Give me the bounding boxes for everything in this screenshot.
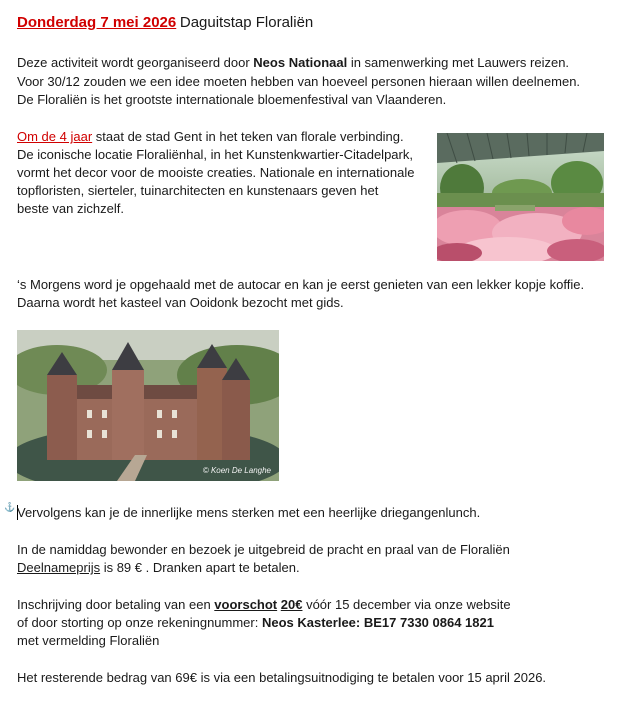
title-date: Donderdag 7 mei 2026 bbox=[17, 14, 177, 31]
afternoon-line-1: In de namiddag bewonder en bezoek je uitgebreid de pracht en praal van de Floraliën bbox=[17, 542, 510, 557]
price-line: Deelnameprijs is 89 € . Dranken apart te betalen. bbox=[17, 560, 300, 575]
gent-line-1: Om de 4 jaar staat de stad Gent in het teken van florale verbinding. bbox=[17, 129, 404, 144]
registration-line-1: Inschrijving door betaling van een voorschot 20€ vóór 15 december via onze website bbox=[17, 597, 511, 612]
registration-line-3: met vermelding Floraliën bbox=[17, 633, 160, 648]
page-title bbox=[17, 14, 313, 31]
gent-line-4: topfloristen, sierteler, tuinarchitecten en kunstenaars geven het bbox=[17, 183, 379, 198]
floralien-hall-photo bbox=[437, 133, 604, 261]
gent-line-5: beste van zichzelf. bbox=[17, 201, 124, 216]
morning-line-2: Daarna wordt het kasteel van Ooidonk bezocht met gids. bbox=[17, 295, 344, 310]
anchor-icon: ⚓ bbox=[4, 502, 16, 512]
castle-ooidonk-photo bbox=[17, 330, 279, 481]
remainder-line: Het resterende bedrag van 69€ is via een betalingsuitnodiging te betalen voor 15 april 2026. bbox=[17, 670, 547, 685]
gent-line-3: vormt het decor voor de mooiste creaties. Nationale en internationale bbox=[17, 165, 415, 180]
deposit-amount: 20€ bbox=[280, 597, 303, 612]
title-text: Daguitstap Floraliën bbox=[179, 14, 314, 31]
deposit-label: voorschot bbox=[214, 597, 278, 612]
organizer-name: Neos Nationaal bbox=[253, 55, 348, 70]
highlight-every-4-years: Om de 4 jaar bbox=[17, 129, 93, 144]
bank-account: Neos Kasterlee: BE17 7330 0864 1821 bbox=[261, 615, 494, 630]
lunch-line[interactable]: Vervolgens kan je de innerlijke mens sterken met een heerlijke driegangenlunch. bbox=[17, 505, 481, 520]
gent-line-2: De iconische locatie Floraliënhal, in het Kunstenkwartier-Citadelpark, bbox=[17, 147, 413, 162]
intro-line-2: Voor 30/12 zouden we een idee moeten hebben van hoeveel personen hieraan willen deelnemen. bbox=[17, 74, 581, 89]
intro-line-3: De Floraliën is het grootste internationale bloemenfestival van Vlaanderen. bbox=[17, 92, 447, 107]
price-label: Deelnameprijs bbox=[17, 560, 101, 575]
photo-watermark: © Koen De Langhe bbox=[202, 466, 271, 475]
intro-line-1: Deze activiteit wordt georganiseerd door Neos Nationaal in samenwerking met Lauwers reizen. bbox=[17, 55, 570, 70]
morning-line-1: ‘s Morgens word je opgehaald met de autocar en kan je eerst genieten van een lekker kopje koffie. bbox=[17, 277, 585, 292]
registration-line-2: of door storting op onze rekeningnummer: Neos Kasterlee: BE17 7330 0864 1821 bbox=[17, 615, 494, 630]
